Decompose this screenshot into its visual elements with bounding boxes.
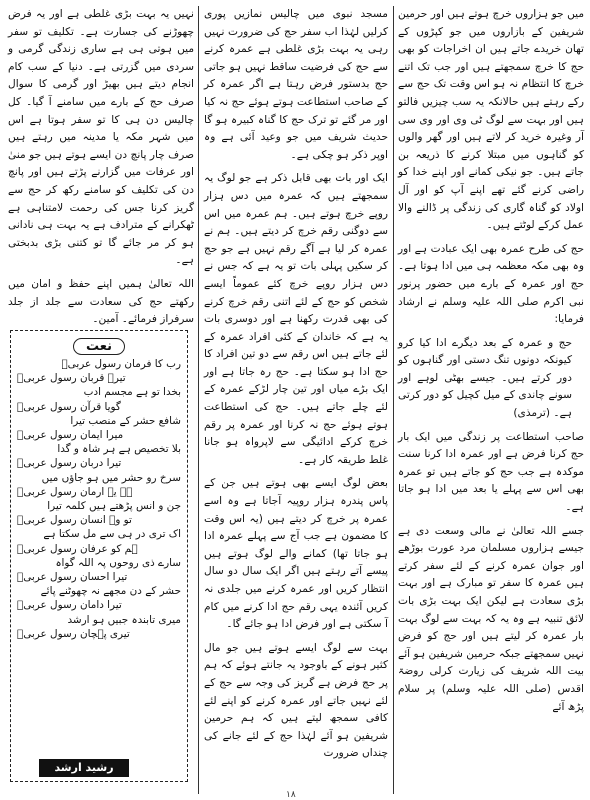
column-divider — [393, 6, 394, 794]
hadith-quote: حج و عمرہ کے بعد دیگرے ادا کیا کرو کیونکہ دونوں تنگ دستی اور گناہوں کو دور کرتے ہیں۔ جیسے بھٹی لوہے اور سونے چاندی کے میل کچیل کو دور کرتی ہے۔ (ترمذی) — [398, 336, 572, 420]
poet-signature: رشید ارشد — [39, 759, 129, 777]
poem-line: ہم کو عرفان رسول عربیؐ — [17, 542, 138, 555]
poem-line: بلا تخصیص ہے ہر شاہ و گدا — [57, 443, 181, 456]
poem-line: سارے ذی روحوں پہ اللہ گواہ — [55, 556, 181, 569]
article-column-left — [8, 6, 194, 335]
poem-line: میرا ایمان رسول عربیؐ — [17, 429, 124, 442]
poem-title: نعت — [73, 338, 125, 355]
poem-line: ہے یہ ارمان رسول عربیؐ — [17, 485, 133, 498]
paragraph: ایک اور بات بھی قابل ذکر ہے جو لوگ یہ سمجھتے ہیں کہ عمرہ میں دس ہزار روپے خرچ ہوتے ہیں۔ ہم عمرہ میں اس سے دوگنی رقم خرچ کر دیتے ہیں۔ ہم نے عمرہ کر لیا ہے آگے رقم نہیں ہے جو حج کر سکیں پہلی بات تو یہ ہے کہ جس نے دس ہزار روپے خرچ کئے عموماً ایسے شخص کو حج کے لئے اتنی رقم خرچ کرنے کی بھی قدرت رکھنا ہے اور دوسری بات یہ ہے کہ خاندان کے کئی افراد عمرہ کے لئے جاتے ہیں اس رقم سے دو تین افراد کا حج ادا ہو سکتا ہے۔ حج رہ جاتا ہے اور ایک بڑے میاں اور تین چار لڑکے عمرہ کے لئے چلے جاتے ہیں۔ حج کی استطاعت ہوتے ہوئے حج نہ کرنا اور عمرہ پر رقم خرچ کرکے ادائیگی سے لاپرواہ ہو جانا غلط طریقہ کار ہے۔ — [204, 172, 388, 466]
poem-line: گویا قرآن رسول عربیؐ — [17, 400, 121, 413]
poem-line: رب کا فرمان رسول عربیؐ — [61, 358, 181, 370]
poem-line: حشر کے دن مجھے نہ چھوٹنے پائے — [40, 585, 181, 598]
column-divider — [198, 6, 199, 794]
poem-lines — [17, 357, 181, 641]
paragraph: بعض لوگ ایسے بھی ہوتے ہیں جن کے پاس پندرہ ہزار روپیہ آجاتا ہے وہ اسے عمرہ پر خرچ کر دیتے ہیں (یہ اس وقت کا مضمون ہے جب آج سے پہلے عمرہ ادا ہو جاتا تھا) کمانے والے لوگ ہوتے ہیں پیسے آتے رہتے ہیں اگر ایک سال دو سال انتظار کریں اور عمرہ کرنے میں جلدی نہ کریں آئندہ یہی رقم حج ادا کرنے میں کام آ سکتی ہے اور فرض ادا ہو جائے گا۔ — [204, 477, 388, 631]
poem-line: تیرے قربان رسول عربیؐ — [17, 372, 126, 385]
paragraph: مسجد نبوی میں چالیس نمازیں پوری کرلیں لہٰذا اب سفر حج کی ضرورت نہیں رہی یہ بہت بڑی غلطی ہے عمرہ کرنے سے حج کی فرضیت ساقط نہیں ہو جاتی حج بدستور فرض رہتا ہے اگر عمرہ کر کے صاحب استطاعت ہوتے ہوئے حج نہ کیا اور مر گئے تو ترک حج کا گناہ کبیرہ ہو گا حدیث شریف میں جو وعید آئی ہے وہ اوپر ذکر ہو چکی ہے۔ — [204, 8, 388, 161]
naat-poem-box — [10, 330, 188, 782]
paragraph: صاحب استطاعت پر زندگی میں ایک بار حج کرنا فرض ہے اور عمرہ ادا کرنا سنت موکدہ ہے جب حج کو جاتے ہیں تو عمرہ بھی اس سے پہلے یا بعد میں ادا ہو جاتا ہے۔ — [398, 430, 584, 514]
poem-line: میری تابندہ جبیں ہو ارشد — [67, 613, 181, 626]
article-column-middle — [204, 6, 388, 769]
poem-line: بخدا تو ہے مجسم ادب — [83, 386, 181, 399]
paragraph: نہیں یہ بہت بڑی غلطی ہے اور یہ فرض چھوڑنے کی جسارت ہے۔ تکلیف تو سفر میں ہوتی ہی ہے ساری زندگی گرمی و سردی میں گزرتی ہے۔ دنیا کے سب کام انجام دیتے ہیں بھیڑ اور گرمی کا سوال صرف حج کے بارے میں سامنے آ گیا۔ کل چالیس دن ہی کا تو سفر ہوتا ہے اس میں شہر مکہ یا مدینہ میں رہتے ہیں صرف چار پانچ دن ایسے ہوتے ہیں جو منیٰ اور عرفات میں گزارنے پڑتے ہیں اور پانچ دن کی تکلیف کو سامنے رکھ کر حج سے گریز کرنا جس کی رحمت لامتناہی ہے ٹھکرانے کے مترادف ہے یہ بہت ہی نادانی ہو کر مر جائے گا تو کتنی بڑی بدبختی ہے۔ — [8, 8, 194, 267]
poem-line: شافع حشر کے منصب تیرا — [70, 414, 181, 427]
paragraph: بہت سے لوگ ایسے ہوتے ہیں جو مال کثیر ہونے کے باوجود یہ جانتے ہوئے کہ ہم پر حج فرض ہے گریز کی وجہ سے حج کے لئے نہیں جاتے اور عمرہ کرنے کو اپنے لئے کافی سمجھ لیتے ہیں کہ ہم حرمین شریفین ہو آئے لہٰذا حج کے لئے جانے کی چنداں ضرورت — [204, 641, 388, 760]
poem-line: تیرا احسان رسول عربیؐ — [17, 571, 128, 584]
paragraph: جسے اللہ تعالیٰ نے مالی وسعت دی ہے جیسے ہزاروں مسلمان مرد عورت بوڑھے اور جوان عمرہ کرنے کے لئے سفر کرتے ہیں عمرہ کا سفر تو مبارک ہے اور بہت بڑی سعادت ہے لیکن ایک بہت بڑی بات لائق تنبیہ ہے وہ یہ کہ بہت سے لوگ بہت بار عمرہ کر لیتے ہیں اور حج کو فرض نہیں سمجھتے جبکہ حرمین شریفین ہو آئے بیت اللہ شریف کی زیارت کرلی روضۃ اقدس (صلی اللہ علیہ وسلم) پر سلام پڑھ آئے — [398, 524, 584, 713]
page-number: ۱۸ — [286, 790, 296, 800]
poem-line: تو وہ انسان رسول عربیؐ — [17, 514, 132, 527]
poem-line: سرخ رو حشر میں ہو جاؤں میں — [41, 471, 181, 484]
paragraph: اللہ تعالیٰ ہمیں اپنے حفظ و امان میں رکھتے حج کی سعادت سے جلد از جلد سرفراز فرمائے۔ آمین۔ — [8, 277, 194, 326]
poem-line: جن و انس پڑھتے ہیں کلمہ تیرا — [47, 500, 181, 513]
poem-line: اک تری در ہی سے مل سکتا ہے — [43, 528, 181, 541]
paragraph: حج کی طرح عمرہ بھی ایک عبادت ہے اور وہ بھی مکہ معظمہ ہی میں ادا ہوتا ہے۔ حج اور عمرہ کے بارے میں حضور پرنور نبی اکرم صلی اللہ علیہ وسلم نے ارشاد فرمایا: — [398, 242, 584, 326]
poem-line: تیرا دربان رسول عربیؐ — [17, 457, 122, 470]
paragraph: میں جو ہزاروں خرچ ہوتے ہیں اور حرمین شریفین کے بازاروں میں جو کپڑوں کے تھان خریدے جاتے ہیں ان اخراجات کو بھی حج کا خرچ سمجھتے ہیں اور جب تک اتنے خرچ کا انتظام نہ ہو اس وقت تک حج سے رکے رہتے ہیں حالانکہ یہ سب چیزیں فالتو ہیں اور بہت سے لوگ ٹی وی اور وی سی آر وغیرہ خرید کر لاتے ہیں اور گھر والوں کو گناہوں میں مبتلا کرنے کا ذریعہ بن جاتے ہیں۔ جو نیکی کمانے اور اپنے خدا کو راضی کرنے گئے تھے اپنے آپ کو اور آل اولاد کو گناہ گاری کی زندگی پر ڈالنے والا عمل کرکے لوٹتے ہیں۔ — [398, 8, 584, 232]
poem-line: تیری پہچان رسول عربیؐ — [17, 627, 130, 640]
article-column-right — [398, 6, 584, 722]
poem-line: تیرا دامان رسول عربیؐ — [17, 599, 122, 612]
